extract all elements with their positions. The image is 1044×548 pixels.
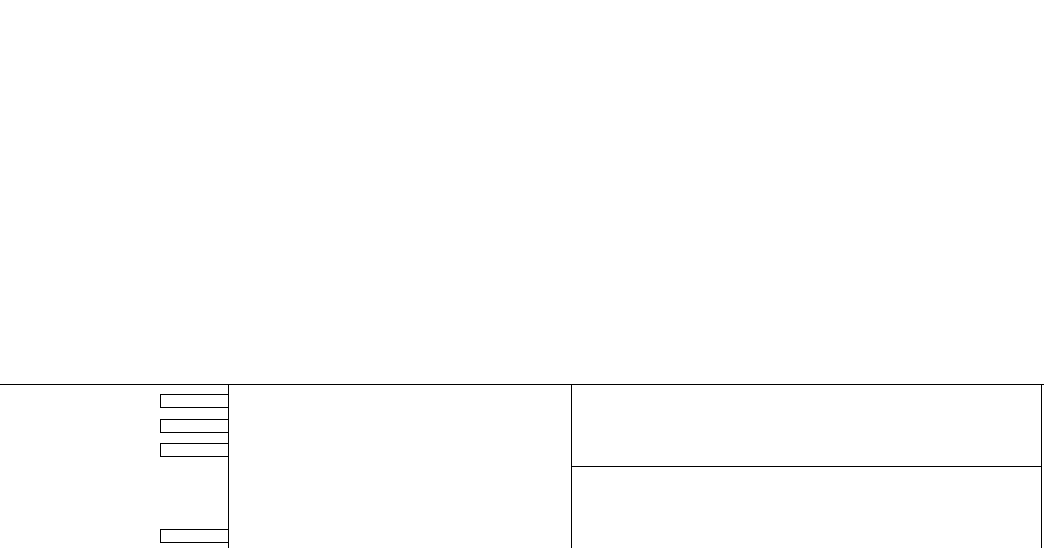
power-factor-value[interactable] [160, 443, 229, 457]
derating-value[interactable] [160, 529, 229, 543]
un-value[interactable] [160, 394, 229, 408]
uvmax-value[interactable] [160, 419, 229, 433]
